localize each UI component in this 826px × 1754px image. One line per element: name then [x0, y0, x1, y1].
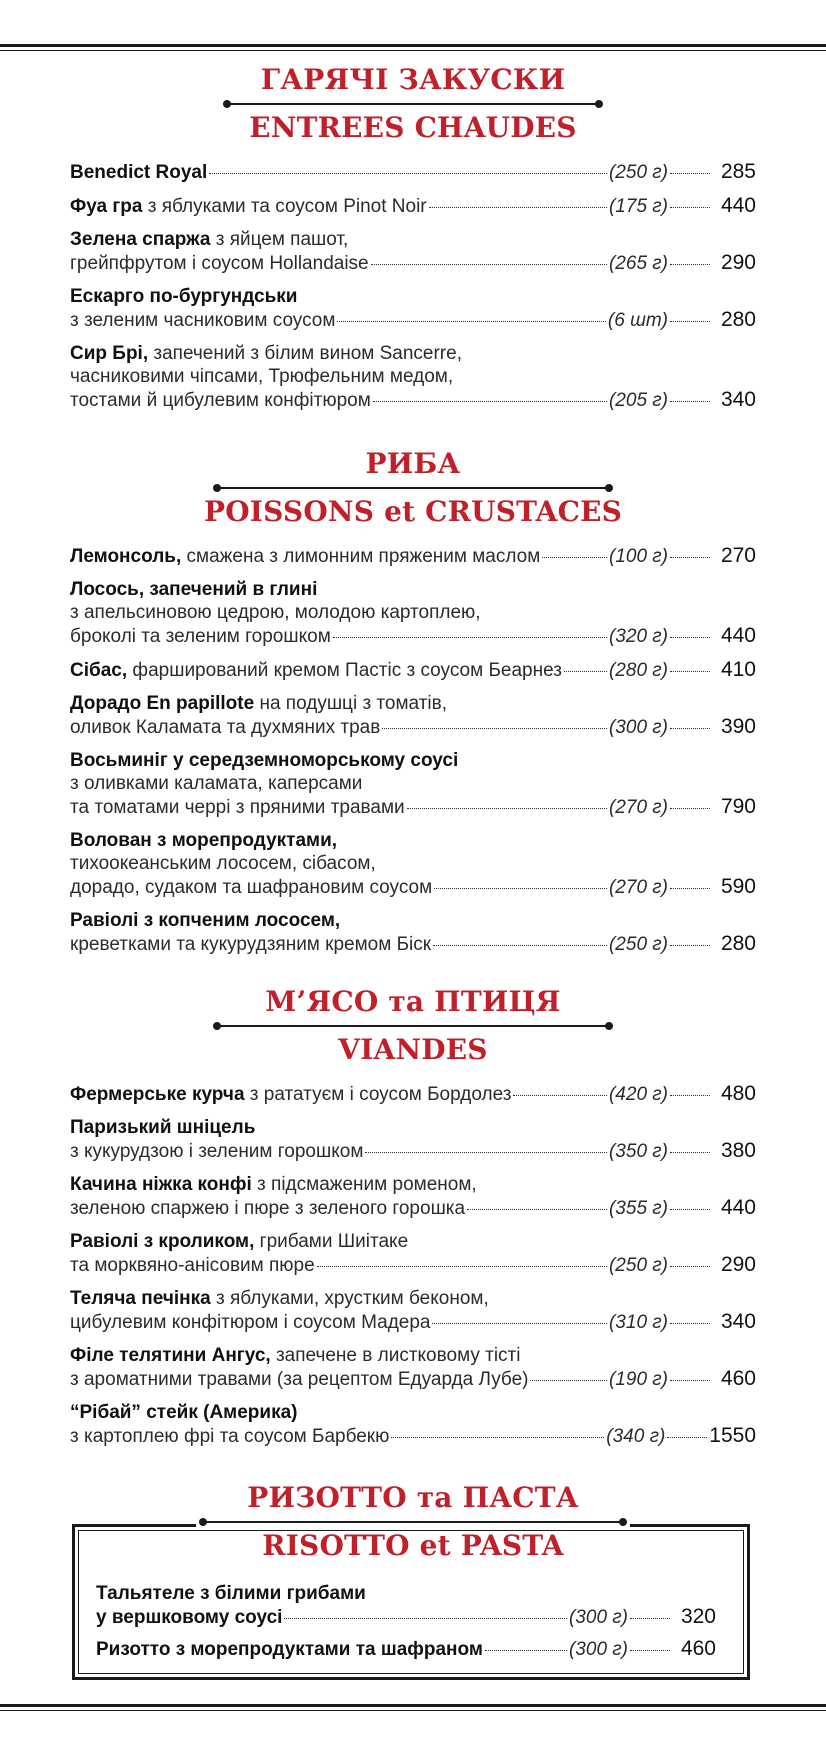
- section-divider: [213, 1020, 613, 1032]
- menu-item-last-line: [96, 1605, 716, 1629]
- dish-description: зеленою спаржею і пюре з зеленого горошка: [70, 1198, 466, 1219]
- menu-item-text: [96, 1638, 483, 1661]
- dot-leader: [670, 637, 710, 638]
- menu-item-text: [70, 1288, 489, 1309]
- dot-leader: [670, 1095, 710, 1096]
- dot-leader: [382, 728, 607, 729]
- menu-item-last-line: [70, 795, 756, 819]
- dish-name: Паризький шніцель: [70, 1117, 256, 1138]
- menu-item-line: [70, 228, 756, 251]
- dish-weight: (340 г): [606, 1426, 666, 1447]
- dish-weight: (265 г): [608, 253, 668, 274]
- dot-leader: [670, 728, 710, 729]
- menu-item: [70, 1230, 756, 1277]
- menu-item: [70, 1287, 756, 1334]
- menu-item-last-line: [70, 1424, 756, 1448]
- menu-item: [70, 544, 756, 568]
- menu-item-text: [70, 750, 458, 771]
- menu-item-last-line: [70, 1310, 756, 1334]
- dot-leader: [337, 321, 605, 322]
- dot-leader: [209, 173, 607, 174]
- menu-item-text: [70, 195, 427, 218]
- dish-description: часниковими чіпсами, Трюфельним медом,: [70, 366, 454, 387]
- dish-name: Лосось, запечений в глині: [70, 579, 318, 600]
- dish-name: Качина ніжка конфі: [70, 1174, 252, 1195]
- section-title-fr: POISSONS et CRUSTACES: [203, 495, 623, 528]
- section-fish: [0, 446, 826, 966]
- dish-weight: (100 г): [608, 546, 668, 567]
- menu-item: [70, 1116, 756, 1163]
- menu-item-text: [70, 1254, 315, 1277]
- menu-item-text: [70, 389, 371, 412]
- dot-leader: [670, 1323, 710, 1324]
- dish-weight: (175 г): [608, 196, 668, 217]
- dish-price: 340: [720, 1310, 756, 1333]
- dot-leader: [365, 1152, 607, 1153]
- menu-item-text: [70, 910, 340, 931]
- section-divider: [223, 98, 603, 110]
- dish-name: Волован з морепродуктами,: [70, 830, 338, 851]
- dot-leader: [530, 1380, 607, 1381]
- menu-item-text: [70, 1345, 520, 1366]
- menu-item-last-line: [70, 544, 756, 568]
- menu-item-last-line: [70, 308, 756, 332]
- dish-description: у вершковому соусі: [96, 1607, 283, 1628]
- section-title-fr: ENTREES CHAUDES: [249, 111, 577, 144]
- dish-description: дорадо, судаком та шафрановим соусом: [70, 877, 433, 898]
- menu-item-text: [70, 343, 462, 364]
- menu-item: [70, 160, 756, 184]
- dot-leader: [467, 1209, 607, 1210]
- dot-leader: [670, 808, 710, 809]
- dish-description: з апельсиновою цедрою, молодою картоплею,: [70, 602, 481, 623]
- section-hot-starters: [0, 62, 826, 422]
- dot-leader: [670, 1152, 710, 1153]
- dot-leader: [371, 264, 607, 265]
- dot-leader: [670, 1266, 710, 1267]
- dish-description: з зеленим часниковим соусом: [70, 310, 336, 331]
- dot-leader: [542, 557, 607, 558]
- section-title-ua: М’ЯСО та ПТИЦЯ: [265, 985, 561, 1018]
- menu-item-last-line: [70, 160, 756, 184]
- dot-leader: [434, 888, 607, 889]
- menu-item: [70, 1082, 756, 1106]
- dish-weight: (250 г): [608, 934, 668, 955]
- dish-price: 590: [720, 875, 756, 898]
- dish-price: 280: [720, 932, 756, 955]
- menu-item-text: [70, 876, 432, 899]
- menu-item-text: [70, 1231, 408, 1252]
- dish-weight: (250 г): [608, 1255, 668, 1276]
- dish-description: з яйцем пашот,: [210, 229, 349, 250]
- dot-leader: [433, 945, 607, 946]
- dish-description: запечене в листковому тісті: [270, 1345, 521, 1366]
- dish-price: 290: [720, 1253, 756, 1276]
- section-title-fr: VIANDES: [338, 1033, 488, 1066]
- menu-item-last-line: [70, 624, 756, 648]
- menu-item-text: [70, 1425, 389, 1448]
- dot-leader: [485, 1650, 567, 1651]
- dish-name: Ескарго по-бургундськи: [70, 286, 298, 307]
- dot-leader: [667, 1437, 707, 1438]
- dish-price: 1550: [709, 1424, 756, 1447]
- section-divider: [199, 1516, 627, 1528]
- dish-price: 790: [720, 795, 756, 818]
- dot-leader: [630, 1618, 670, 1619]
- menu-item-text: [70, 545, 540, 568]
- dish-weight: (270 г): [608, 877, 668, 898]
- dot-leader: [670, 888, 710, 889]
- menu-item-last-line: [70, 932, 756, 956]
- dot-leader: [670, 1209, 710, 1210]
- section-title-fr: RISOTTO et PASTA: [262, 1529, 564, 1562]
- menu-item-text: [70, 1140, 363, 1163]
- dish-description: цибулевим конфітюром і соусом Мадера: [70, 1312, 431, 1333]
- dot-leader: [670, 945, 710, 946]
- dish-weight: (320 г): [608, 626, 668, 647]
- menu-item-text: [70, 579, 317, 600]
- dish-price: 440: [720, 624, 756, 647]
- menu-item-text: [70, 625, 331, 648]
- menu-item-last-line: [70, 1196, 756, 1220]
- dish-description: креветками та кукурудзяним кремом Біск: [70, 934, 432, 955]
- section-title-ua: ГАРЯЧІ ЗАКУСКИ: [260, 63, 566, 96]
- dish-weight: (250 г): [608, 162, 668, 183]
- dish-weight: (300 г): [568, 1639, 628, 1660]
- dish-description: тостами й цибулевим конфітюром: [70, 390, 371, 411]
- menu-item-text: [70, 796, 405, 819]
- menu-item-line: [70, 909, 756, 932]
- dish-description: та томатами черрі з пряними травами: [70, 797, 405, 818]
- menu-item: [70, 749, 756, 819]
- menu-item-line: [70, 1344, 756, 1367]
- dot-leader: [670, 557, 710, 558]
- dish-name: Сібас,: [70, 660, 128, 681]
- menu-item: [70, 1401, 756, 1448]
- menu-item-line: [70, 772, 756, 795]
- menu-item-text: [96, 1583, 366, 1604]
- dish-description: грибами Шиітаке: [254, 1231, 409, 1252]
- section-risotto-pasta: [0, 1480, 826, 1669]
- dot-leader: [373, 401, 607, 402]
- menu-item: [70, 578, 756, 648]
- menu-item-last-line: [70, 658, 756, 682]
- dish-name: Тальятеле з білими грибами: [96, 1583, 366, 1604]
- menu-item-text: [70, 309, 335, 332]
- dot-leader: [429, 207, 607, 208]
- dish-name: Зелена спаржа: [70, 229, 211, 250]
- dish-price: 410: [720, 658, 756, 681]
- dish-name: Теляча печінка: [70, 1288, 211, 1309]
- menu-item: [70, 829, 756, 899]
- dish-weight: (355 г): [608, 1198, 668, 1219]
- menu-item-last-line: [70, 1367, 756, 1391]
- dot-leader: [564, 671, 607, 672]
- menu-item-text: [70, 1117, 255, 1138]
- dot-leader: [670, 207, 710, 208]
- dish-description: з яблуками, хрустким беконом,: [210, 1288, 489, 1309]
- dot-leader: [670, 671, 710, 672]
- menu-item-text: [70, 830, 337, 851]
- dish-weight: (190 г): [608, 1369, 668, 1390]
- bottom-border: [0, 1704, 826, 1711]
- dot-leader: [432, 1323, 607, 1324]
- menu-item-line: [70, 365, 756, 388]
- section-meat: [0, 984, 826, 1458]
- menu-item-line: [70, 692, 756, 715]
- top-border: [0, 44, 826, 51]
- menu-item-line: [70, 342, 756, 365]
- section-title-ua: РИБА: [365, 447, 461, 480]
- dish-description: фарширований кремом Пастіс з соусом Беарнез: [127, 660, 562, 681]
- dish-description: смажена з лимонним пряженим маслом: [181, 546, 541, 567]
- menu-item-text: [70, 1368, 528, 1391]
- dish-weight: (300 г): [568, 1607, 628, 1628]
- menu-item-last-line: [70, 1082, 756, 1106]
- menu-item: [70, 658, 756, 682]
- menu-item-line: [70, 601, 756, 624]
- dish-price: 480: [720, 1082, 756, 1105]
- dish-price: 285: [720, 160, 756, 183]
- dish-description: запечений з білим вином Sancerre,: [148, 343, 462, 364]
- dish-description: тихоокеанським лососем, сібасом,: [70, 853, 376, 874]
- menu-item: [70, 909, 756, 956]
- menu-item: [70, 692, 756, 739]
- menu-item-text: [96, 1606, 282, 1629]
- dish-name: Філе телятини Ангус,: [70, 1345, 271, 1366]
- dot-leader: [670, 173, 710, 174]
- menu-item-text: [70, 252, 369, 275]
- menu-item-text: [70, 1197, 465, 1220]
- dish-price: 280: [720, 308, 756, 331]
- menu-item-text: [70, 773, 362, 794]
- menu-item-text: [70, 1311, 430, 1334]
- menu-item-line: [70, 829, 756, 852]
- dish-price: 380: [720, 1139, 756, 1162]
- dot-leader: [670, 1380, 710, 1381]
- menu-item-text: [70, 229, 348, 250]
- menu-item-last-line: [70, 1139, 756, 1163]
- dish-description: та морквяно-анісовим пюре: [70, 1255, 315, 1276]
- menu-item-text: [70, 853, 376, 874]
- menu-item-line: [70, 1116, 756, 1139]
- dish-weight: (310 г): [608, 1312, 668, 1333]
- menu-item-line: [70, 285, 756, 308]
- menu-item-last-line: [70, 1253, 756, 1277]
- menu-item-last-line: [96, 1637, 716, 1661]
- dish-name: Равіолі з кроликом,: [70, 1231, 255, 1252]
- dish-description: броколі та зеленим горошком: [70, 626, 331, 647]
- dot-leader: [670, 321, 710, 322]
- dish-description: з оливками каламата, каперсами: [70, 773, 363, 794]
- menu-item-line: [70, 749, 756, 772]
- dish-description: на подушці з томатів,: [254, 693, 447, 714]
- menu-item-last-line: [70, 875, 756, 899]
- section-divider: [213, 482, 613, 494]
- dish-description: з картоплею фрі та соусом Барбекю: [70, 1426, 390, 1447]
- dish-price: 320: [680, 1605, 716, 1628]
- dot-leader: [333, 637, 607, 638]
- menu-item: [70, 285, 756, 332]
- dish-price: 270: [720, 544, 756, 567]
- dot-leader: [407, 808, 607, 809]
- menu-item: [70, 1173, 756, 1220]
- dot-leader: [670, 401, 710, 402]
- dish-description: з підсмаженим роменом,: [251, 1174, 477, 1195]
- menu-item: [70, 228, 756, 275]
- dish-description: з яблуками та соусом Pinot Noir: [142, 196, 427, 217]
- dish-price: 340: [720, 388, 756, 411]
- dish-price: 460: [680, 1637, 716, 1660]
- menu-item-line: [70, 578, 756, 601]
- dish-description: з рататуєм і соусом Бордолез: [244, 1084, 512, 1105]
- dish-name: Фуа гра: [70, 196, 143, 217]
- dot-leader: [630, 1650, 670, 1651]
- section-title-ua: РИЗОТТО та ПАСТА: [247, 1481, 579, 1514]
- dot-leader: [391, 1437, 604, 1438]
- menu-item-last-line: [70, 715, 756, 739]
- dish-description: оливок Каламата та духмяних трав: [70, 717, 381, 738]
- menu-item-text: [70, 366, 453, 387]
- dish-name: Сир Брі,: [70, 343, 149, 364]
- dish-name: Равіолі з копченим лососем,: [70, 910, 341, 931]
- dish-weight: (6 шт): [607, 310, 668, 331]
- menu-item: [96, 1637, 716, 1661]
- dish-weight: (300 г): [608, 717, 668, 738]
- dish-name: Дорадо En papillote: [70, 693, 255, 714]
- dish-description: з ароматними травами (за рецептом Едуарда Лубе): [70, 1369, 529, 1390]
- menu-item-last-line: [70, 251, 756, 275]
- menu-item-line: [70, 1230, 756, 1253]
- dish-description: з кукурудзою і зеленим горошком: [70, 1141, 364, 1162]
- menu-item-last-line: [70, 194, 756, 218]
- menu-item-text: [70, 693, 447, 714]
- menu-item-line: [70, 1287, 756, 1310]
- menu-item: [96, 1582, 716, 1629]
- dish-weight: (420 г): [608, 1084, 668, 1105]
- menu-item-text: [70, 933, 431, 956]
- dish-price: 440: [720, 194, 756, 217]
- dot-leader: [284, 1618, 567, 1619]
- dish-price: 390: [720, 715, 756, 738]
- dish-name: Восьминіг у середземноморському соусі: [70, 750, 459, 771]
- dish-weight: (280 г): [608, 660, 668, 681]
- menu-item: [70, 342, 756, 412]
- dish-price: 460: [720, 1367, 756, 1390]
- dish-weight: (205 г): [608, 390, 668, 411]
- menu-item: [70, 194, 756, 218]
- dish-price: 290: [720, 251, 756, 274]
- menu-item-line: [70, 1401, 756, 1424]
- dot-leader: [513, 1095, 607, 1096]
- dot-leader: [670, 264, 710, 265]
- menu-item-text: [70, 1083, 511, 1106]
- menu-item-text: [70, 659, 562, 682]
- menu-item-line: [70, 1173, 756, 1196]
- menu-item-text: [70, 286, 298, 307]
- dot-leader: [317, 1266, 607, 1267]
- menu-item-text: [70, 161, 207, 184]
- dish-name: Фермерське курча: [70, 1084, 245, 1105]
- menu-item-text: [70, 1402, 297, 1423]
- menu-item: [70, 1344, 756, 1391]
- dish-weight: (270 г): [608, 797, 668, 818]
- dish-name: Benedict Royal: [70, 162, 208, 183]
- menu-item-last-line: [70, 388, 756, 412]
- dish-weight: (350 г): [608, 1141, 668, 1162]
- menu-item-text: [70, 1174, 477, 1195]
- dish-name: Ризотто з морепродуктами та шафраном: [96, 1639, 483, 1660]
- menu-item-line: [70, 852, 756, 875]
- menu-item-line: [96, 1582, 716, 1605]
- dish-price: 440: [720, 1196, 756, 1219]
- dish-name: Лемонсоль,: [70, 546, 182, 567]
- menu-item-text: [70, 716, 380, 739]
- dish-description: грейпфрутом і соусом Hollandaise: [70, 253, 369, 274]
- menu-item-text: [70, 602, 481, 623]
- dish-name: “Рібай” стейк (Америка): [70, 1402, 298, 1423]
